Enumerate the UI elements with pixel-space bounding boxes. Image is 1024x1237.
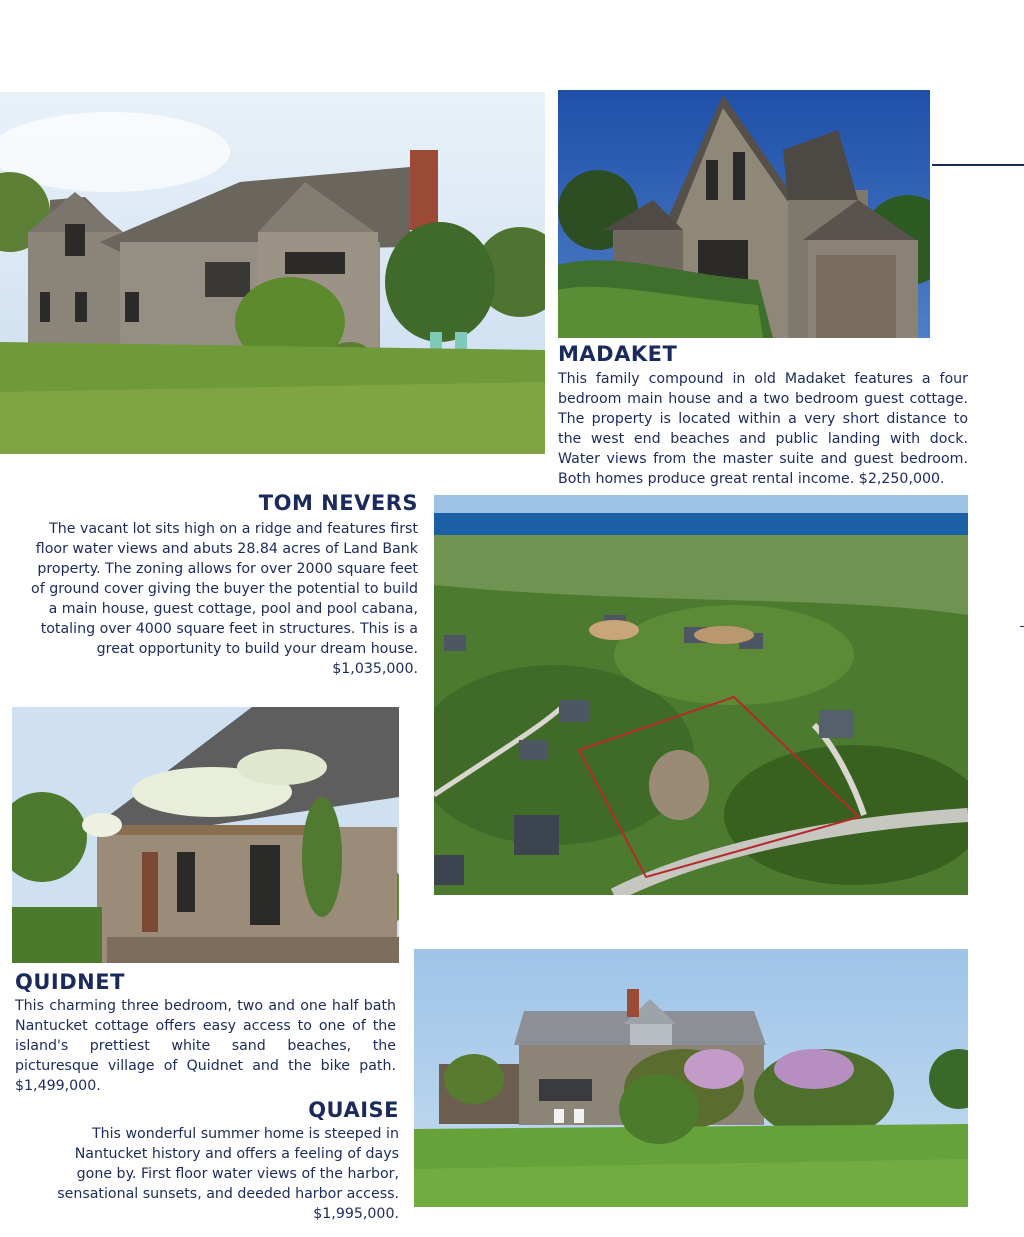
photo-quaise-house	[414, 949, 968, 1207]
quaise-description: This wonderful summer home is steeped in Nantucket history and offers a feeling of days gone by. First floor water views of the harbor, sensational sunsets, and deeded harbor access. $1,995,000.	[57, 1126, 399, 1222]
decorative-rule	[932, 164, 1024, 166]
quaise-title: QUAISE	[308, 1098, 399, 1122]
decorative-tick	[1020, 626, 1024, 627]
photo-tom-nevers-house	[0, 92, 545, 454]
tom-nevers-title: TOM NEVERS	[258, 491, 418, 515]
madaket-description: This family compound in old Madaket features a four bedroom main house and a two bedroom guest cottage. The property is located within a very short distance to the west end beaches and public landing with dock. Water views from the master suite and guest bedroom. Both homes produce great rental income. $2,250,000.	[558, 371, 968, 487]
photo-quidnet-cottage	[12, 707, 399, 963]
quidnet-description: This charming three bedroom, two and one half bath Nantucket cottage offers easy access to one of the island's prettiest white sand beaches, the picturesque village of Quidnet and the bike path. $1,499,000.	[15, 998, 396, 1094]
quidnet-title: QUIDNET	[15, 970, 125, 994]
photo-madaket-house	[558, 90, 930, 338]
tom-nevers-description: The vacant lot sits high on a ridge and features first floor water views and abuts 28.84 acres of Land Bank property. The zoning allows for over 2000 square feet of ground cover giving the buyer the potential to build a main house, guest cottage, pool and pool cabana, totaling over 4000 square feet in structures. This is a great opportunity to build your dream house. $1,035,000.	[31, 521, 418, 677]
madaket-title: MADAKET	[558, 342, 678, 366]
photo-tom-nevers-aerial	[434, 495, 968, 895]
